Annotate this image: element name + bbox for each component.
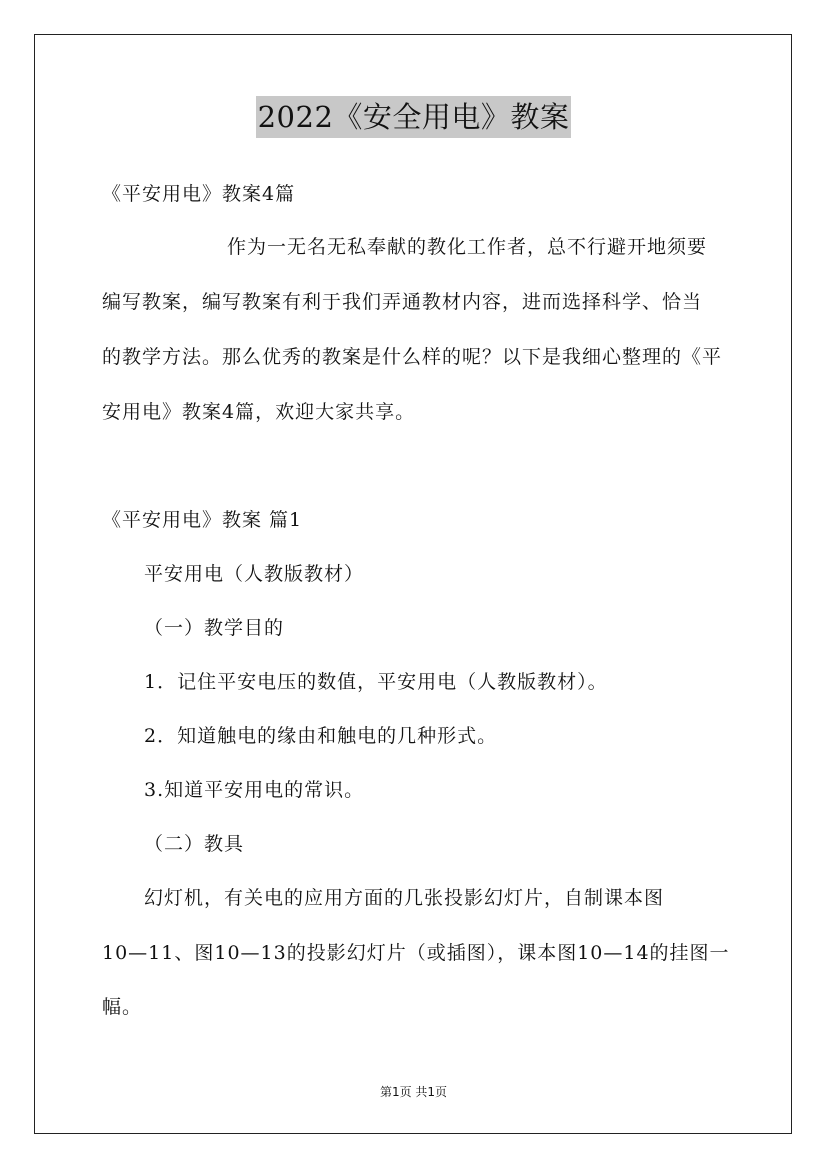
document-subtitle: 《平安用电》教案4篇 xyxy=(102,183,296,205)
section-heading: 《平安用电》教案 篇1 xyxy=(102,509,303,531)
text-line-1: 平安用电（人教版教材） xyxy=(144,563,365,585)
text-line-7: 幻灯机，有关电的应用方面的几张投影幻灯片，自制课本图 xyxy=(144,887,665,909)
text-line-2: （一）教学目的 xyxy=(144,617,285,639)
intro-line-2: 编写教案，编写教案有利于我们弄通教材内容，进而选择科学、恰当 xyxy=(102,291,703,313)
page-footer: 第1页 共1页 xyxy=(379,1085,448,1099)
intro-line-3: 的教学方法。那么优秀的教案是什么样的呢？以下是我细心整理的《平 xyxy=(102,346,723,368)
text-line-3: 1．记住平安电压的数值，平安用电（人教版教材）。 xyxy=(144,671,608,693)
text-line-8: 10—11、图10—13的投影幻灯片（或插图），课本图10—14的挂图一 xyxy=(102,942,730,964)
text-line-9: 幅。 xyxy=(102,996,143,1018)
text-line-4: 2．知道触电的缘由和触电的几种形式。 xyxy=(144,725,498,747)
document-title: 2022《安全用电》教案 xyxy=(256,96,572,138)
title-container xyxy=(0,96,827,138)
intro-line-1: 作为一无名无私奉献的教化工作者，总不行避开地须要 xyxy=(227,236,708,258)
intro-line-4: 安用电》教案4篇，欢迎大家共享。 xyxy=(102,401,416,423)
text-line-6: （二）教具 xyxy=(144,833,245,855)
text-line-5: 3.知道平安用电的常识。 xyxy=(144,779,365,801)
